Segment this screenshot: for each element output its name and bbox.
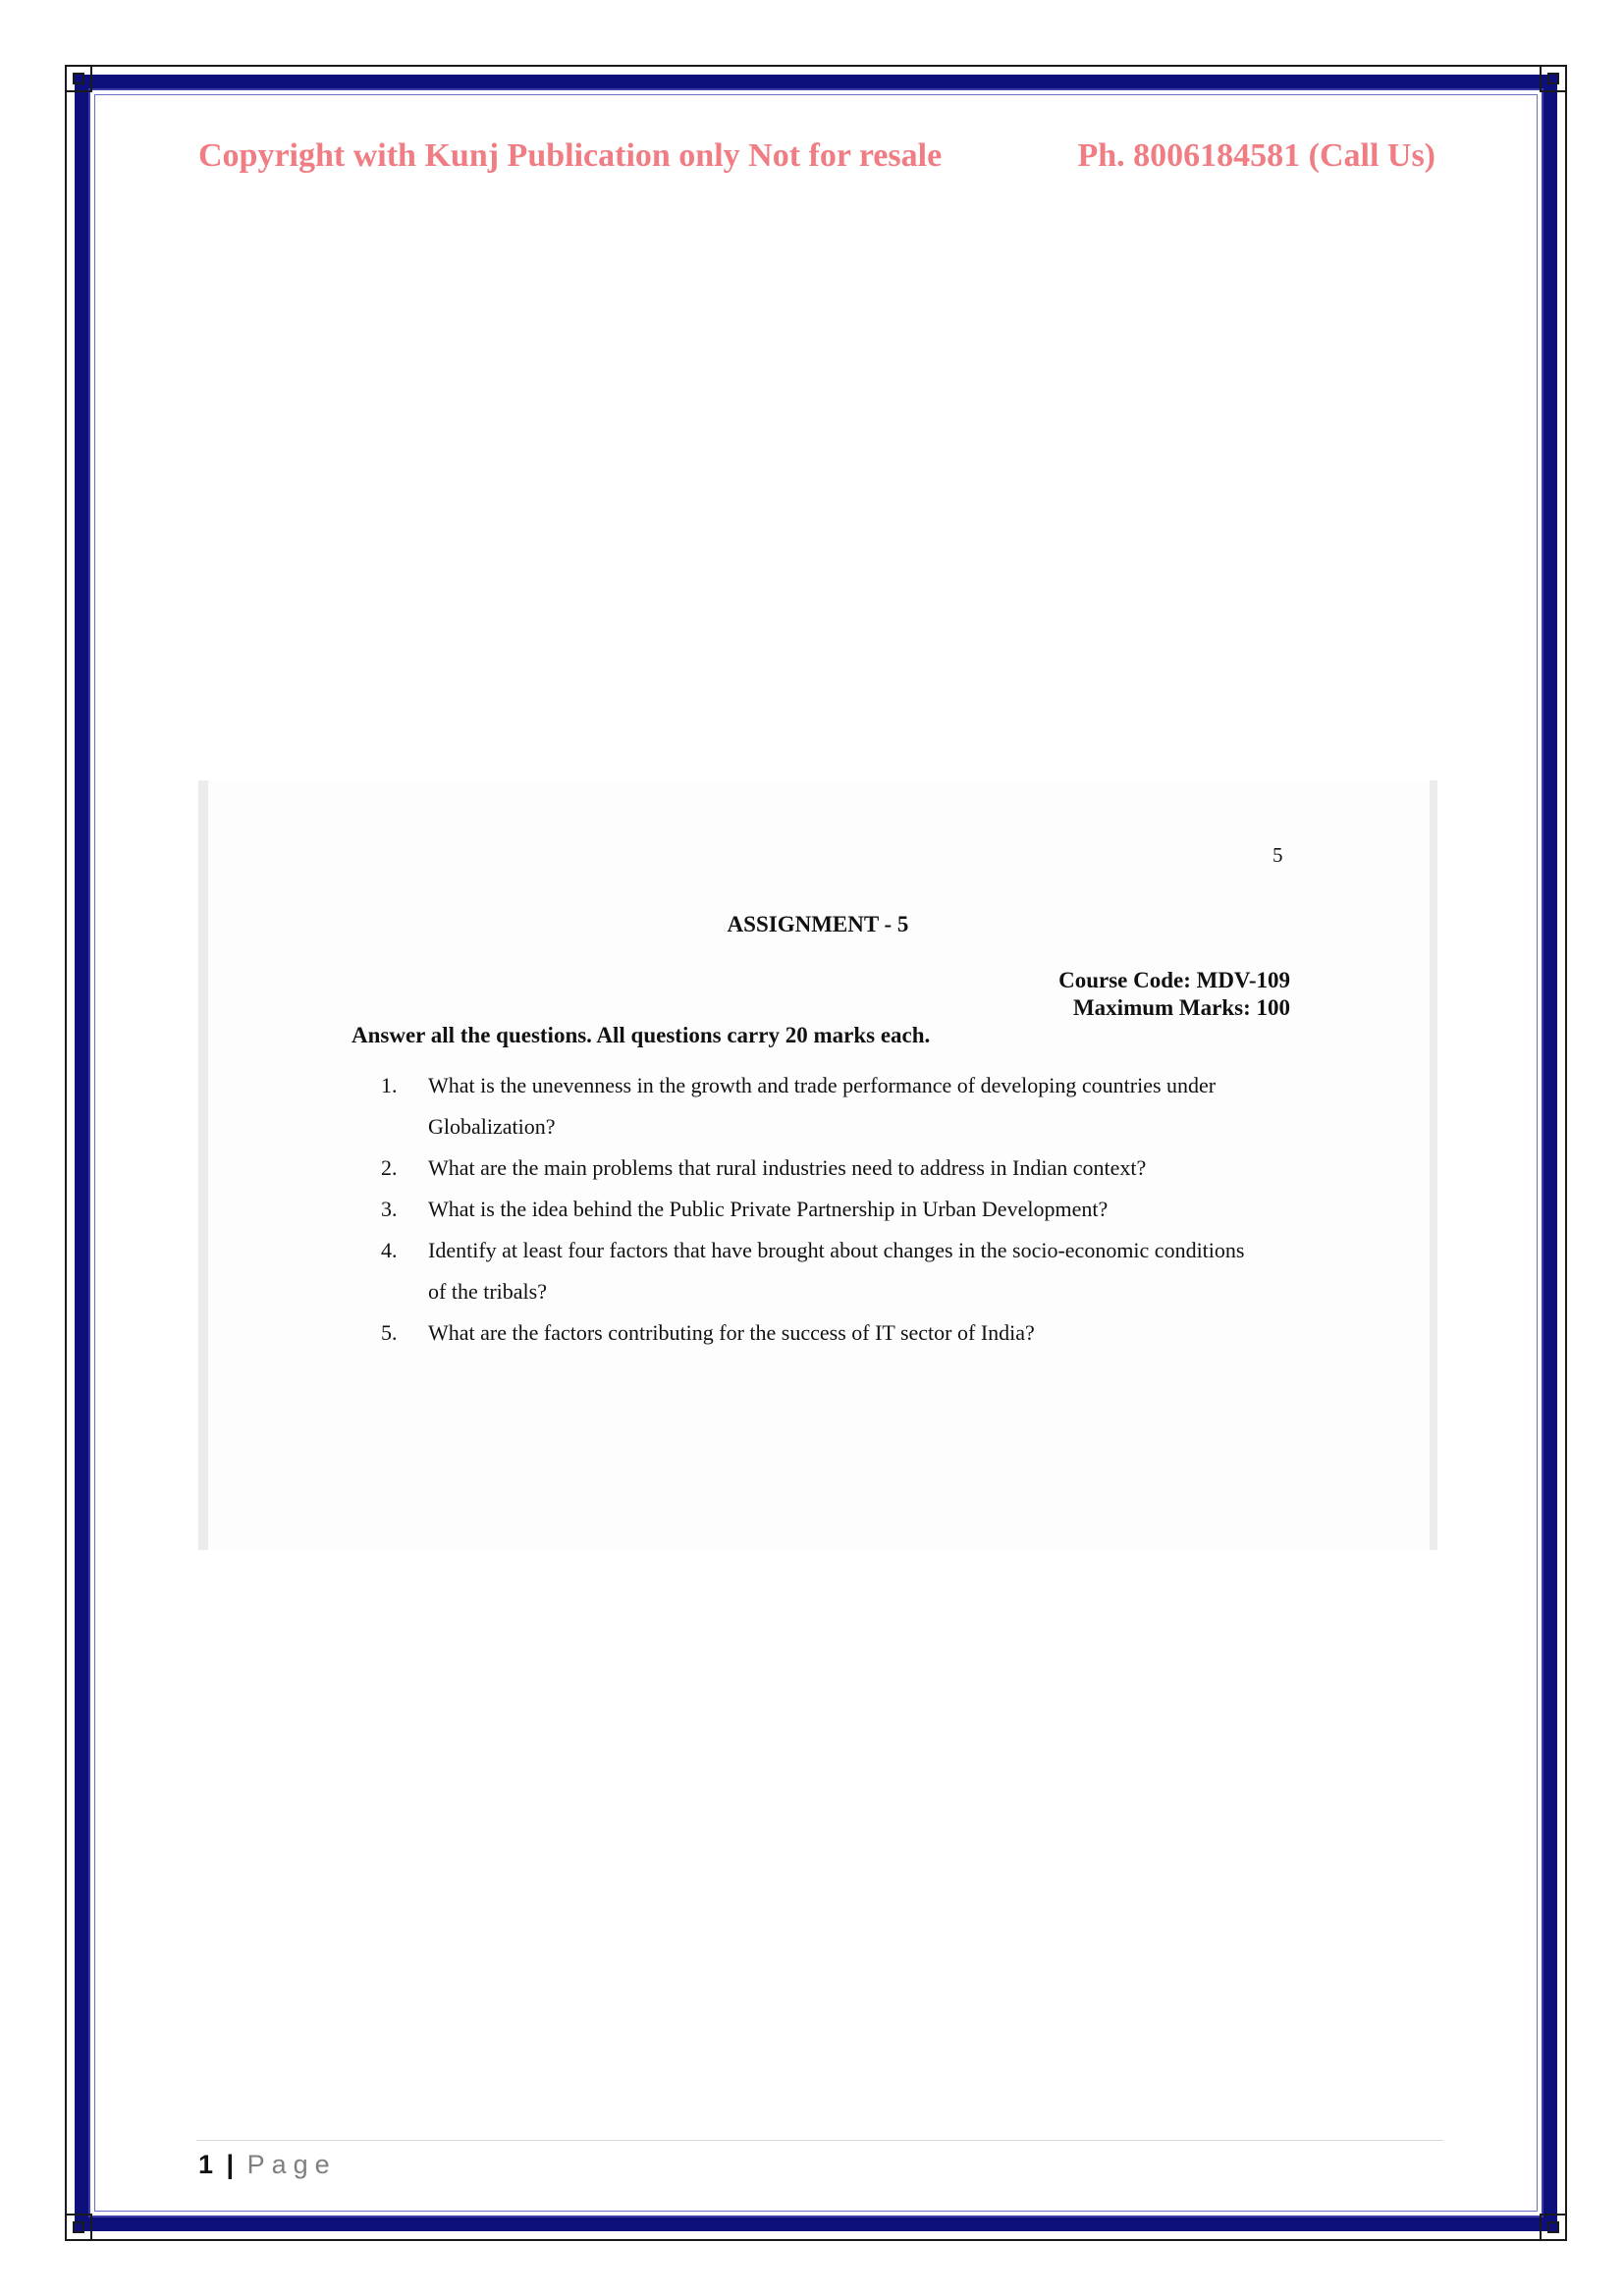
copyright-notice: Copyright with Kunj Publication only Not for resale (198, 137, 943, 174)
question-text: What is the unevenness in the growth and trade performance of developing countries under Globalization? (428, 1073, 1217, 1139)
corner-ornament-bottom-right (1540, 2214, 1567, 2241)
question-number: 1. (381, 1073, 398, 1097)
question-list (381, 1065, 1265, 1354)
phone-number: Ph. 8006184581 (Call Us) (1077, 137, 1435, 174)
question-item (381, 1312, 1265, 1354)
corner-ornament-top-right (1540, 65, 1567, 92)
course-info (886, 967, 1290, 1022)
scan-page-number: 5 (1272, 843, 1283, 867)
question-text: What are the main problems that rural industries need to address in Indian context? (428, 1155, 1147, 1180)
assignment-scan (198, 780, 1437, 1550)
question-item (381, 1189, 1265, 1230)
question-number: 3. (381, 1197, 398, 1221)
footer-rule (196, 2140, 1443, 2141)
page-header (198, 137, 1435, 175)
scan-edge-left (198, 780, 208, 1550)
question-item (381, 1148, 1265, 1189)
corner-ornament-top-left (65, 65, 92, 92)
question-text: Identify at least four factors that have brought about changes in the socio-economic conditions of the tribals? (428, 1238, 1245, 1304)
footer-page-number: 1 (198, 2150, 214, 2179)
question-text: What is the idea behind the Public Private Partnership in Urban Development? (428, 1197, 1109, 1221)
instructions: Answer all the questions. All questions carry 20 marks each. (352, 1023, 931, 1047)
page-footer (198, 2150, 337, 2180)
question-number: 5. (381, 1320, 398, 1345)
question-number: 4. (381, 1238, 398, 1262)
assignment-title: ASSIGNMENT - 5 (727, 912, 909, 936)
question-number: 2. (381, 1155, 398, 1180)
footer-page-label: Page (246, 2150, 337, 2179)
question-text: What are the factors contributing for the success of IT sector of India? (428, 1320, 1035, 1345)
maximum-marks: Maximum Marks: 100 (1072, 995, 1290, 1020)
question-item (381, 1065, 1265, 1148)
course-code: Course Code: MDV-109 (1058, 968, 1290, 992)
question-item (381, 1230, 1265, 1312)
footer-separator: | (226, 2150, 235, 2179)
scan-edge-right (1430, 780, 1437, 1550)
corner-ornament-bottom-left (65, 2214, 92, 2241)
